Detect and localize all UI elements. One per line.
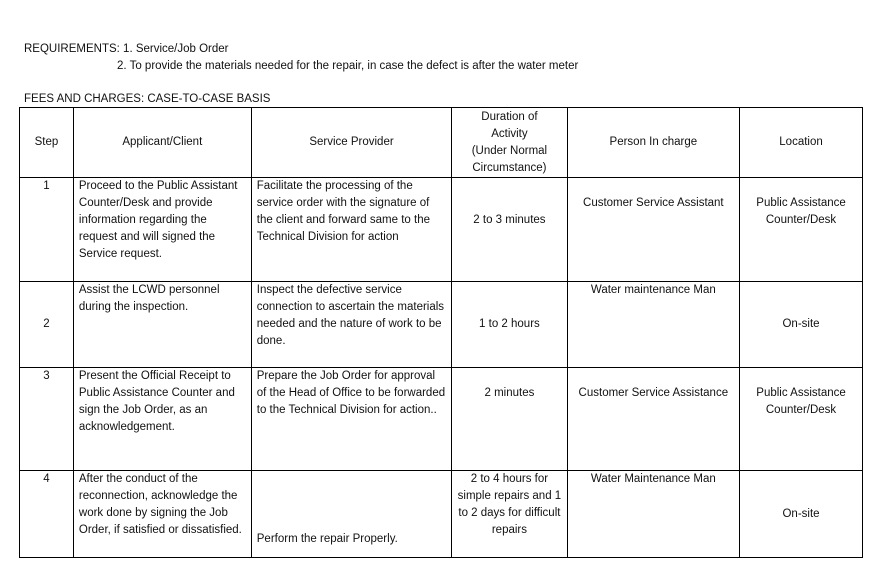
row-service-provider: Prepare the Job Order for approval of the Head of Office to be forwarded to the Technical Division for action.. (251, 368, 452, 471)
row-location (740, 178, 863, 282)
header-duration-line: Circumstance) (472, 161, 547, 174)
header-location: Location (740, 108, 863, 178)
row-duration-text: 2 minutes (484, 387, 535, 399)
service-steps-table (19, 107, 863, 558)
table-row (20, 282, 863, 368)
header-duration-line: Activity (491, 127, 528, 140)
row-person-in-charge (567, 178, 739, 282)
row-service-provider: Inspect the defective service connection to ascertain the materials needed and the nature of work to be done. (251, 282, 452, 368)
table-header-row (20, 108, 863, 178)
row-person-in-charge: Water maintenance Man (567, 282, 739, 368)
row-duration (452, 178, 567, 282)
row-provider-text: Perform the repair Properly. (256, 533, 398, 545)
fees-and-charges: FEES AND CHARGES: CASE-TO-CASE BASIS (24, 93, 271, 105)
requirements-label: REQUIREMENTS: (24, 43, 120, 55)
row-location-text: Public Assistance Counter/Desk (756, 387, 846, 416)
row-applicant: Proceed to the Public Assistant Counter/Desk and provide information regarding the request and will signed the Service request. (73, 178, 251, 282)
row-applicant: Assist the LCWD personnel during the inspection. (73, 282, 251, 368)
row-service-provider (251, 471, 452, 558)
header-step: Step (20, 108, 74, 178)
row-location: On-site (740, 282, 863, 368)
row-duration (452, 368, 567, 471)
row-step: 4 (20, 471, 74, 558)
row-applicant: Present the Official Receipt to Public Assistance Counter and sign the Job Order, as an acknowledgement. (73, 368, 251, 471)
row-person-in-charge (567, 368, 739, 471)
table-row (20, 471, 863, 558)
requirements-section (24, 41, 578, 75)
table-row (20, 368, 863, 471)
header-duration (452, 108, 567, 178)
requirement-item-1: 1. Service/Job Order (123, 43, 229, 55)
row-duration: 1 to 2 hours (452, 282, 567, 368)
row-person-text: Customer Service Assistance (578, 387, 729, 399)
row-applicant: After the conduct of the reconnection, acknowledge the work done by signing the Job Order, if satisfied or dissatisfied. (73, 471, 251, 558)
header-duration-line: (Under Normal (471, 144, 548, 157)
row-location (740, 368, 863, 471)
header-person-in-charge: Person In charge (567, 108, 739, 178)
header-service-provider: Service Provider (251, 108, 452, 178)
row-service-provider: Facilitate the processing of the service order with the signature of the client and forward same to the Technical Division for action (251, 178, 452, 282)
row-step: 1 (20, 178, 74, 282)
header-duration-line: Duration of (481, 110, 538, 123)
row-duration: 2 to 4 hours for simple repairs and 1 to 2 days for difficult repairs (452, 471, 567, 558)
row-step: 3 (20, 368, 74, 471)
row-location-text: Public Assistance Counter/Desk (756, 197, 846, 226)
requirements-line-1 (24, 41, 578, 58)
header-applicant: Applicant/Client (73, 108, 251, 178)
table-row (20, 178, 863, 282)
row-person-text: Customer Service Assistant (583, 197, 724, 209)
requirement-item-2: 2. To provide the materials needed for the repair, in case the defect is after the water meter (117, 60, 579, 72)
row-location: On-site (740, 471, 863, 558)
row-step: 2 (20, 282, 74, 368)
row-person-in-charge: Water Maintenance Man (567, 471, 739, 558)
row-duration-text: 2 to 3 minutes (473, 214, 546, 226)
